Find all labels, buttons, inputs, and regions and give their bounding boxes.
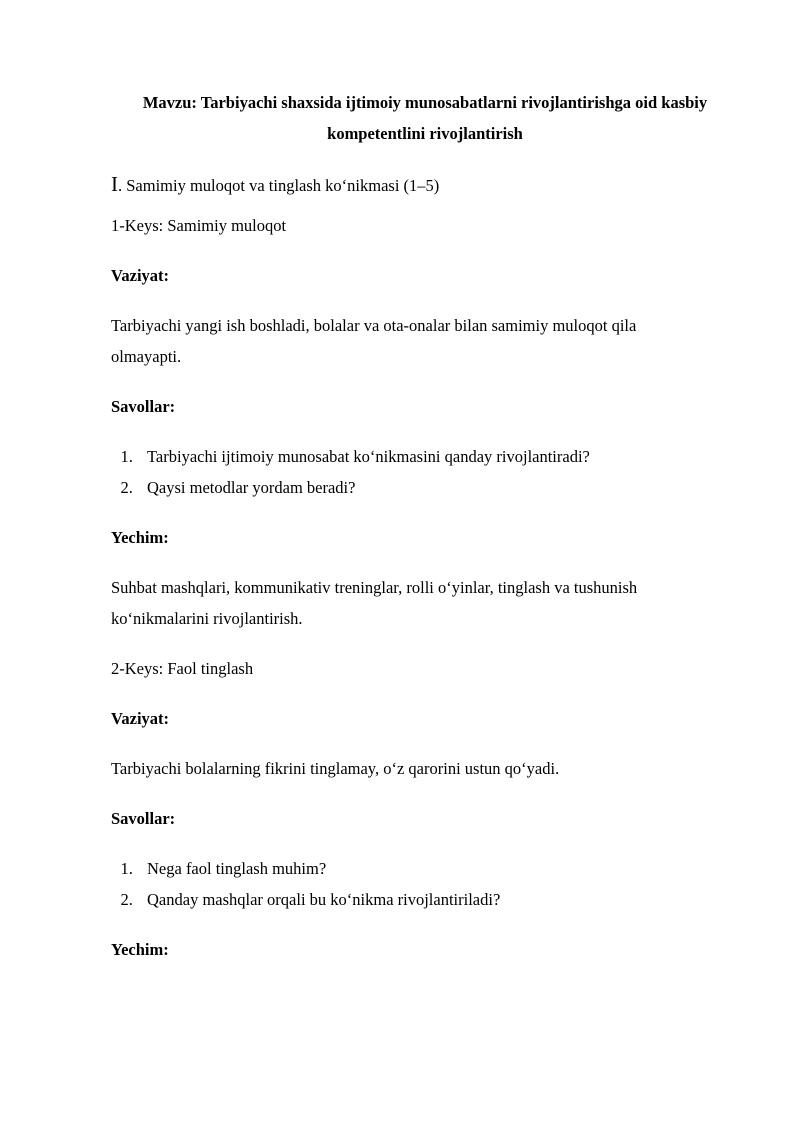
list-item: 1. Nega faol tinglash muhim? [137,853,740,884]
document-title [105,87,745,149]
title-line-2: kompetentlini rivojlantirish [327,124,523,143]
case1-solution-text [111,572,740,634]
case2-questions-list [111,853,740,915]
list-item: 2. Qanday mashqlar orqali bu ko‘nikma rivojlantiriladi? [137,884,740,915]
case1-situation-line-2: olmayapti. [111,347,182,366]
case2-solution-label: Yechim: [111,940,169,959]
title-line-1: Mavzu: Tarbiyachi shaxsida ijtimoiy munosabatlarni rivojlantirishga oid kasbiy [142,93,708,112]
case2-situation-label: Vaziyat: [111,709,170,728]
case2-situation-text: Tarbiyachi bolalarning fikrini tinglamay, o‘z qarorini ustun qo‘yadi. [111,759,560,778]
section-heading [111,169,740,201]
case1-questions-list [111,441,740,503]
case2-heading: 2-Keys: Faol tinglash [111,659,254,678]
case1-heading: 1-Keys: Samimiy muloqot [111,216,287,235]
case1-solution-line-1: Suhbat mashqlari, kommunikativ treninglar, rolli o‘yinlar, tinglash va tushunish [111,578,638,597]
list-item: 1. Tarbiyachi ijtimoiy munosabat ko‘nikmasini qanday rivojlantiradi? [137,441,740,472]
document-page [0,87,800,1122]
case1-situation-label: Vaziyat: [111,266,170,285]
section-roman-numeral: I [111,172,118,196]
case1-solution-label: Yechim: [111,528,169,547]
case2-questions-label: Savollar: [111,809,176,828]
case1-situation-text [111,310,740,372]
section-heading-text: . Samimiy muloqot va tinglash ko‘nikmasi (1–5) [118,176,440,195]
case1-questions-label: Savollar: [111,397,176,416]
case1-situation-line-1: Tarbiyachi yangi ish boshladi, bolalar va ota-onalar bilan samimiy muloqot qila [111,316,637,335]
case1-solution-line-2: ko‘nikmalarini rivojlantirish. [111,609,303,628]
list-item: 2. Qaysi metodlar yordam beradi? [137,472,740,503]
